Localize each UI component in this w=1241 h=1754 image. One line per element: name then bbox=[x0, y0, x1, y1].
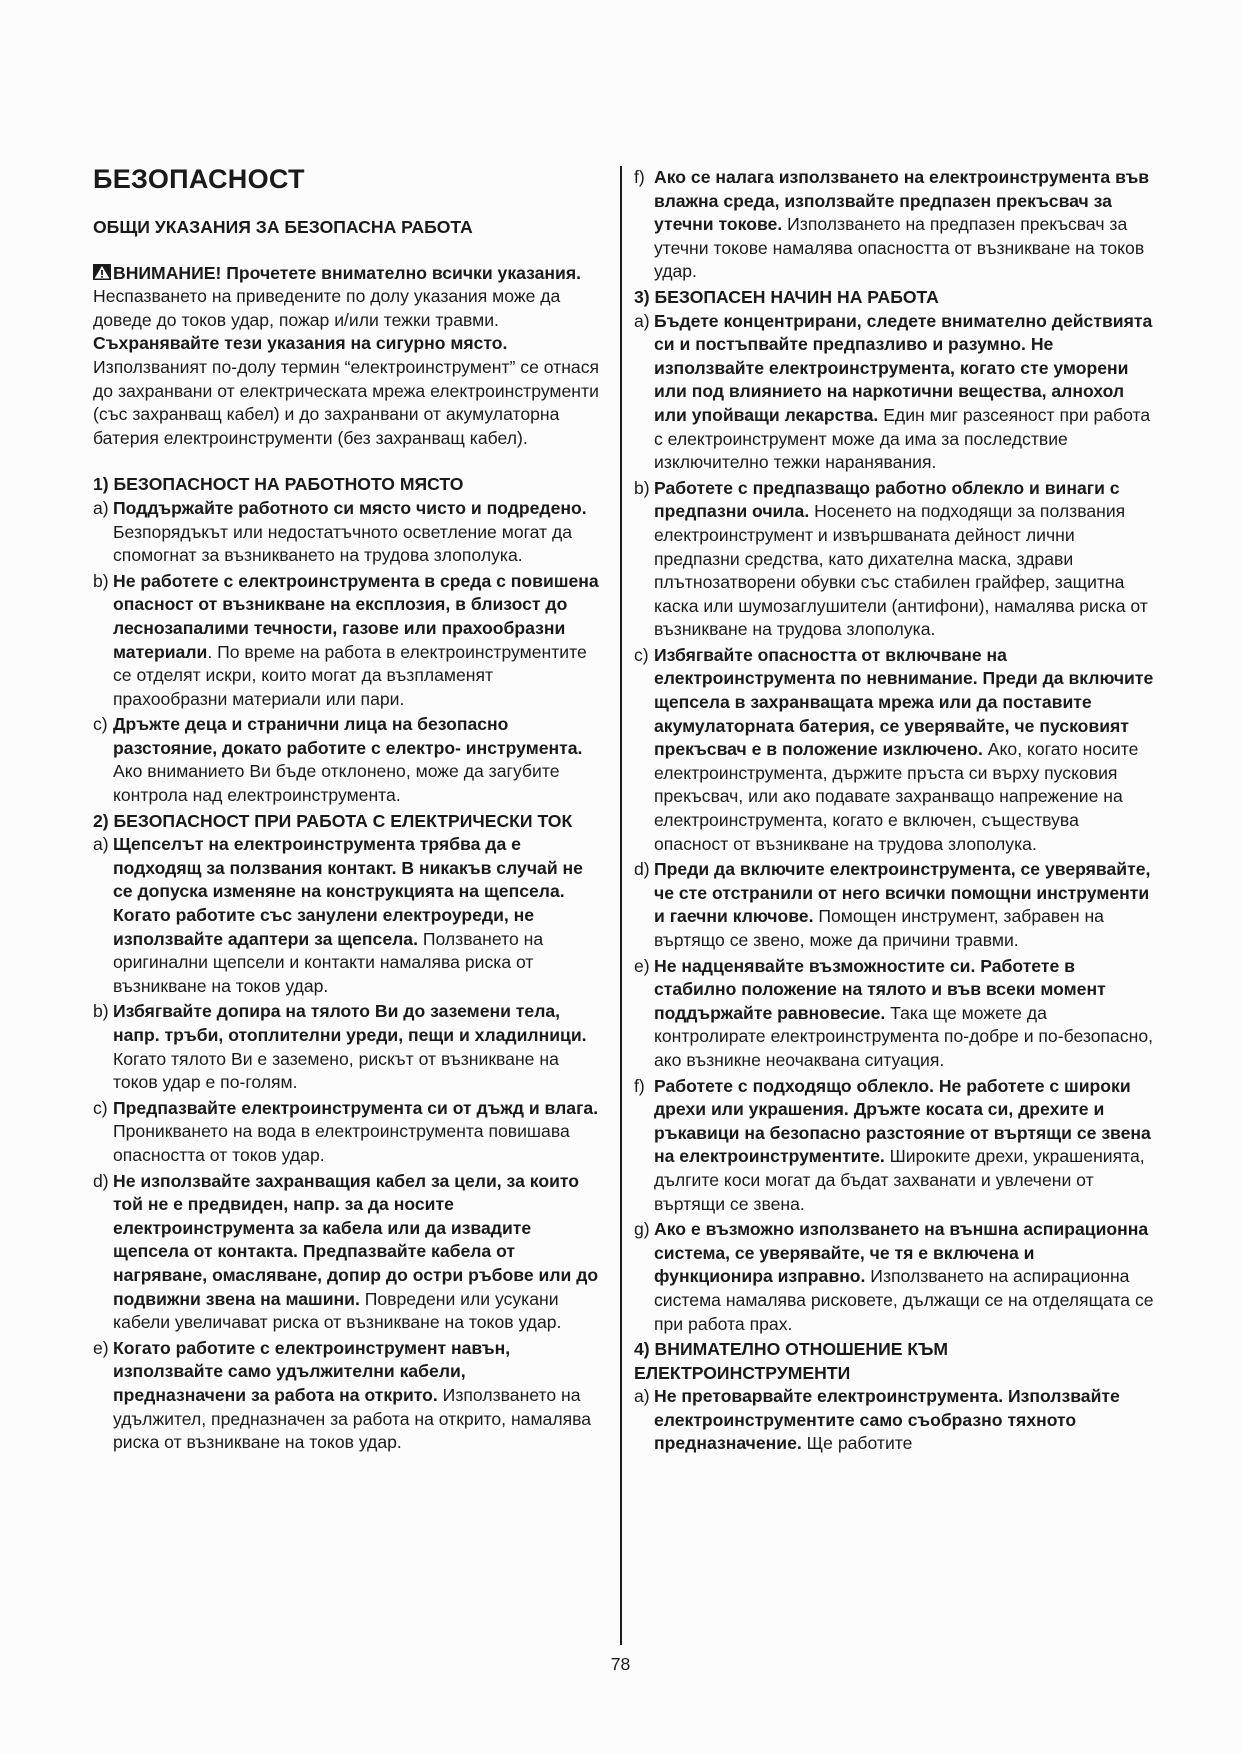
list-item: f) Работете с подходящо облекло. Не работете с широки дрехи или украшения. Дръжте косата си, дрехите и ръкавици на безопасно разстояние от въртящи се звена на електроинструментите. Широките дрехи, украшенията, дългите коси могат да бъдат захванати и увлечени от въртящи се звена. bbox=[634, 1075, 1151, 1214]
section-1-list bbox=[93, 497, 601, 808]
warning-text-1: Неспазването на приведените по долу указания може да доведе до токов удар, пожар и/или тежки травми. bbox=[93, 286, 561, 330]
list-item: d) Преди да включите електроинструмента, се уверявайте, че сте отстранили от него всички помощни инструменти и гаечни ключове. Помощен инструмент, забравен на въртящо се звено, може да причини травми. bbox=[634, 859, 1151, 950]
warning-paragraph bbox=[93, 262, 601, 451]
list-item: e) Когато работите с електроинструмент навън, използвайте само удължителни кабели, предназначени за работа на открито. Използването на удължител, предназначен за работа на открито, намалява риска от възникване на токов удар. bbox=[93, 1337, 592, 1453]
warning-bold-2: Съхранявайте тези указания на сигурно място. bbox=[93, 333, 508, 354]
page-number: 78 bbox=[610, 1654, 631, 1674]
list-item: e) Не надценявайте възможностите си. Работете в стабилно положение на тялото и във всеки момент поддържайте равновесие. Така ще можете да контролирате електроинструмента по-добре и по-безопасно, ако възникне неочаквана ситуация. bbox=[634, 955, 1154, 1070]
section-4-list bbox=[634, 1385, 1157, 1456]
section-2-list bbox=[93, 833, 601, 1454]
section-heading-1: 1) БЕЗОПАСНОСТ НА РАБОТНОТО МЯСТО bbox=[93, 474, 464, 495]
column-divider bbox=[620, 166, 622, 1645]
warning-text-2: Използваният по-долу термин “електроинструмент” се отнася до захранвани от електрическата мрежа електроинструменти (със захранващ кабел) и до захранвани от акумулаторна батерия електроинструменти (без захранващ кабел). bbox=[93, 356, 600, 448]
right-column bbox=[634, 166, 1157, 1458]
list-item: c) Предпазвайте електроинструмента си от дъжд и влага. Проникването на вода в електроинструмента повишава опасността от токов удар. bbox=[93, 1097, 599, 1165]
section-3-list bbox=[634, 310, 1157, 1337]
left-column bbox=[93, 166, 601, 1457]
section-subtitle: ОБЩИ УКАЗАНИЯ ЗА БЕЗОПАСНА РАБОТА bbox=[93, 217, 473, 237]
warning-triangle-icon bbox=[93, 264, 111, 280]
list-item: a) Щепселът на електроинструмента трябва да е подходящ за ползвания контакт. В никакъв случай не се допуска изменяне на конструкцията на щепсела. Когато работите със занулени електроуреди, не използвайте адаптери за щепсела. Ползването на оригинални щепсели и контакти намалява риска от възникване на токов удар. bbox=[93, 834, 583, 996]
page-title: БЕЗОПАСНОСТ bbox=[93, 164, 305, 194]
list-item: c) Избягвайте опасността от включване на електроинструмента по невнимание. Преди да включите щепсела в захранващата мрежа или да поставите акумулаторната батерия, се уверявайте, че пусковият прекъсвач е в положение изключено. Ако, когато носите електроинструмента, държите пръста си върху пусковия прекъсвач, или ако подавате захранващо напрежение на електроинструмента, когато е включен, съществува опасност от възникване на трудова злополука. bbox=[634, 644, 1154, 854]
list-item: g) Ако е възможно използването на външна аспирационна система, се уверявайте, че тя е включена и функционира изправно. Използването на аспирационна система намалява рисковете, дължащи се на отделящата се при работа прах. bbox=[634, 1219, 1154, 1334]
section-heading-3: 3) БЕЗОПАСЕН НАЧИН НА РАБОТА bbox=[634, 286, 939, 307]
list-item: b) Работете с предпазващо работно облекло и винаги с предпазни очила. Носенето на подходящи за ползвания електроинструмент и извършваната дейност лични предпазни средства, като дихателна маска, здрави плътнозатворени обувки със стабилен грайфер, защитна каска или шумозаглушители (антифони), намалява риска от възникване на трудова злополука. bbox=[634, 477, 1148, 640]
list-item: a) Бъдете концентрирани, следете внимателно действията си и постъпвайте предпазливо и разумно. Не използвайте електроинструмента, когато сте уморени или под влиянието на наркотични вещества, алнохол или упойващи лекарства. Един миг разсеяност при работа с електроинструмент може да има за последствие изключително тежки наранявания. bbox=[634, 310, 1153, 473]
list-item: d) Не използвайте захранващия кабел за цели, за които той не е предвиден, напр. за да носите електроинструмента за кабела или да извадите щепсела от контакта. Предпазвайте кабела от нагряване, омасляване, допир до остри ръбове или до подвижни звена на машини. Повредени или усукани кабели увеличават риска от възникване на токов удар. bbox=[93, 1170, 599, 1333]
list-item: a) Поддържайте работното си място чисто и подредено. Безпорядъкът или недостатъчното осветление могат да спомогнат за възникването на трудова злополука. bbox=[93, 497, 587, 566]
list-item: a) Не претоварвайте електроинструмента. Използвайте електроинструментите само съобразно тяхното предназначение. Ще работите bbox=[634, 1386, 1120, 1454]
warning-bold-1: ВНИМАНИЕ! Прочетете внимателно всички указания. bbox=[113, 262, 582, 283]
list-item: f) Ако се налага използването на електроинструмента във влажна среда, използвайте предпазен прекъсвач за утечни токове. Използването на предпазен прекъсвач за утечни токове намалява опасността от възникване на токов удар. bbox=[634, 167, 1150, 282]
list-item: b) Не работете с електроинструмента в среда с повишена опасност от възникване на експлозия, в близост до леснозапалими течности, газове или прахообразни материали. По време на работа в електроинструментите се отделят искри, които могат да възпламенят прахообразни материали или пари. bbox=[93, 570, 599, 709]
list-item: c) Дръжте деца и странични лица на безопасно разстояние, докато работите с електро- инструмента. Ако вниманието Ви бъде отклонено, може да загубите контрола над електроинструмента. bbox=[93, 714, 583, 806]
list-item: b) Избягвайте допира на тялото Ви до заземени тела, напр. тръби, отоплителни уреди, пещи и хладилници. Когато тялото Ви е заземено, рискът от възникване на токов удар е по-голям. bbox=[93, 1001, 587, 1093]
section-heading-2: 2) БЕЗОПАСНОСТ ПРИ РАБОТА С ЕЛЕКТРИЧЕСКИ ТОК bbox=[93, 810, 573, 831]
section-heading-4: 4) ВНИМАТЕЛНО ОТНОШЕНИЕ КЪМ ЕЛЕКТРОИНСТРУМЕНТИ bbox=[634, 1339, 949, 1383]
